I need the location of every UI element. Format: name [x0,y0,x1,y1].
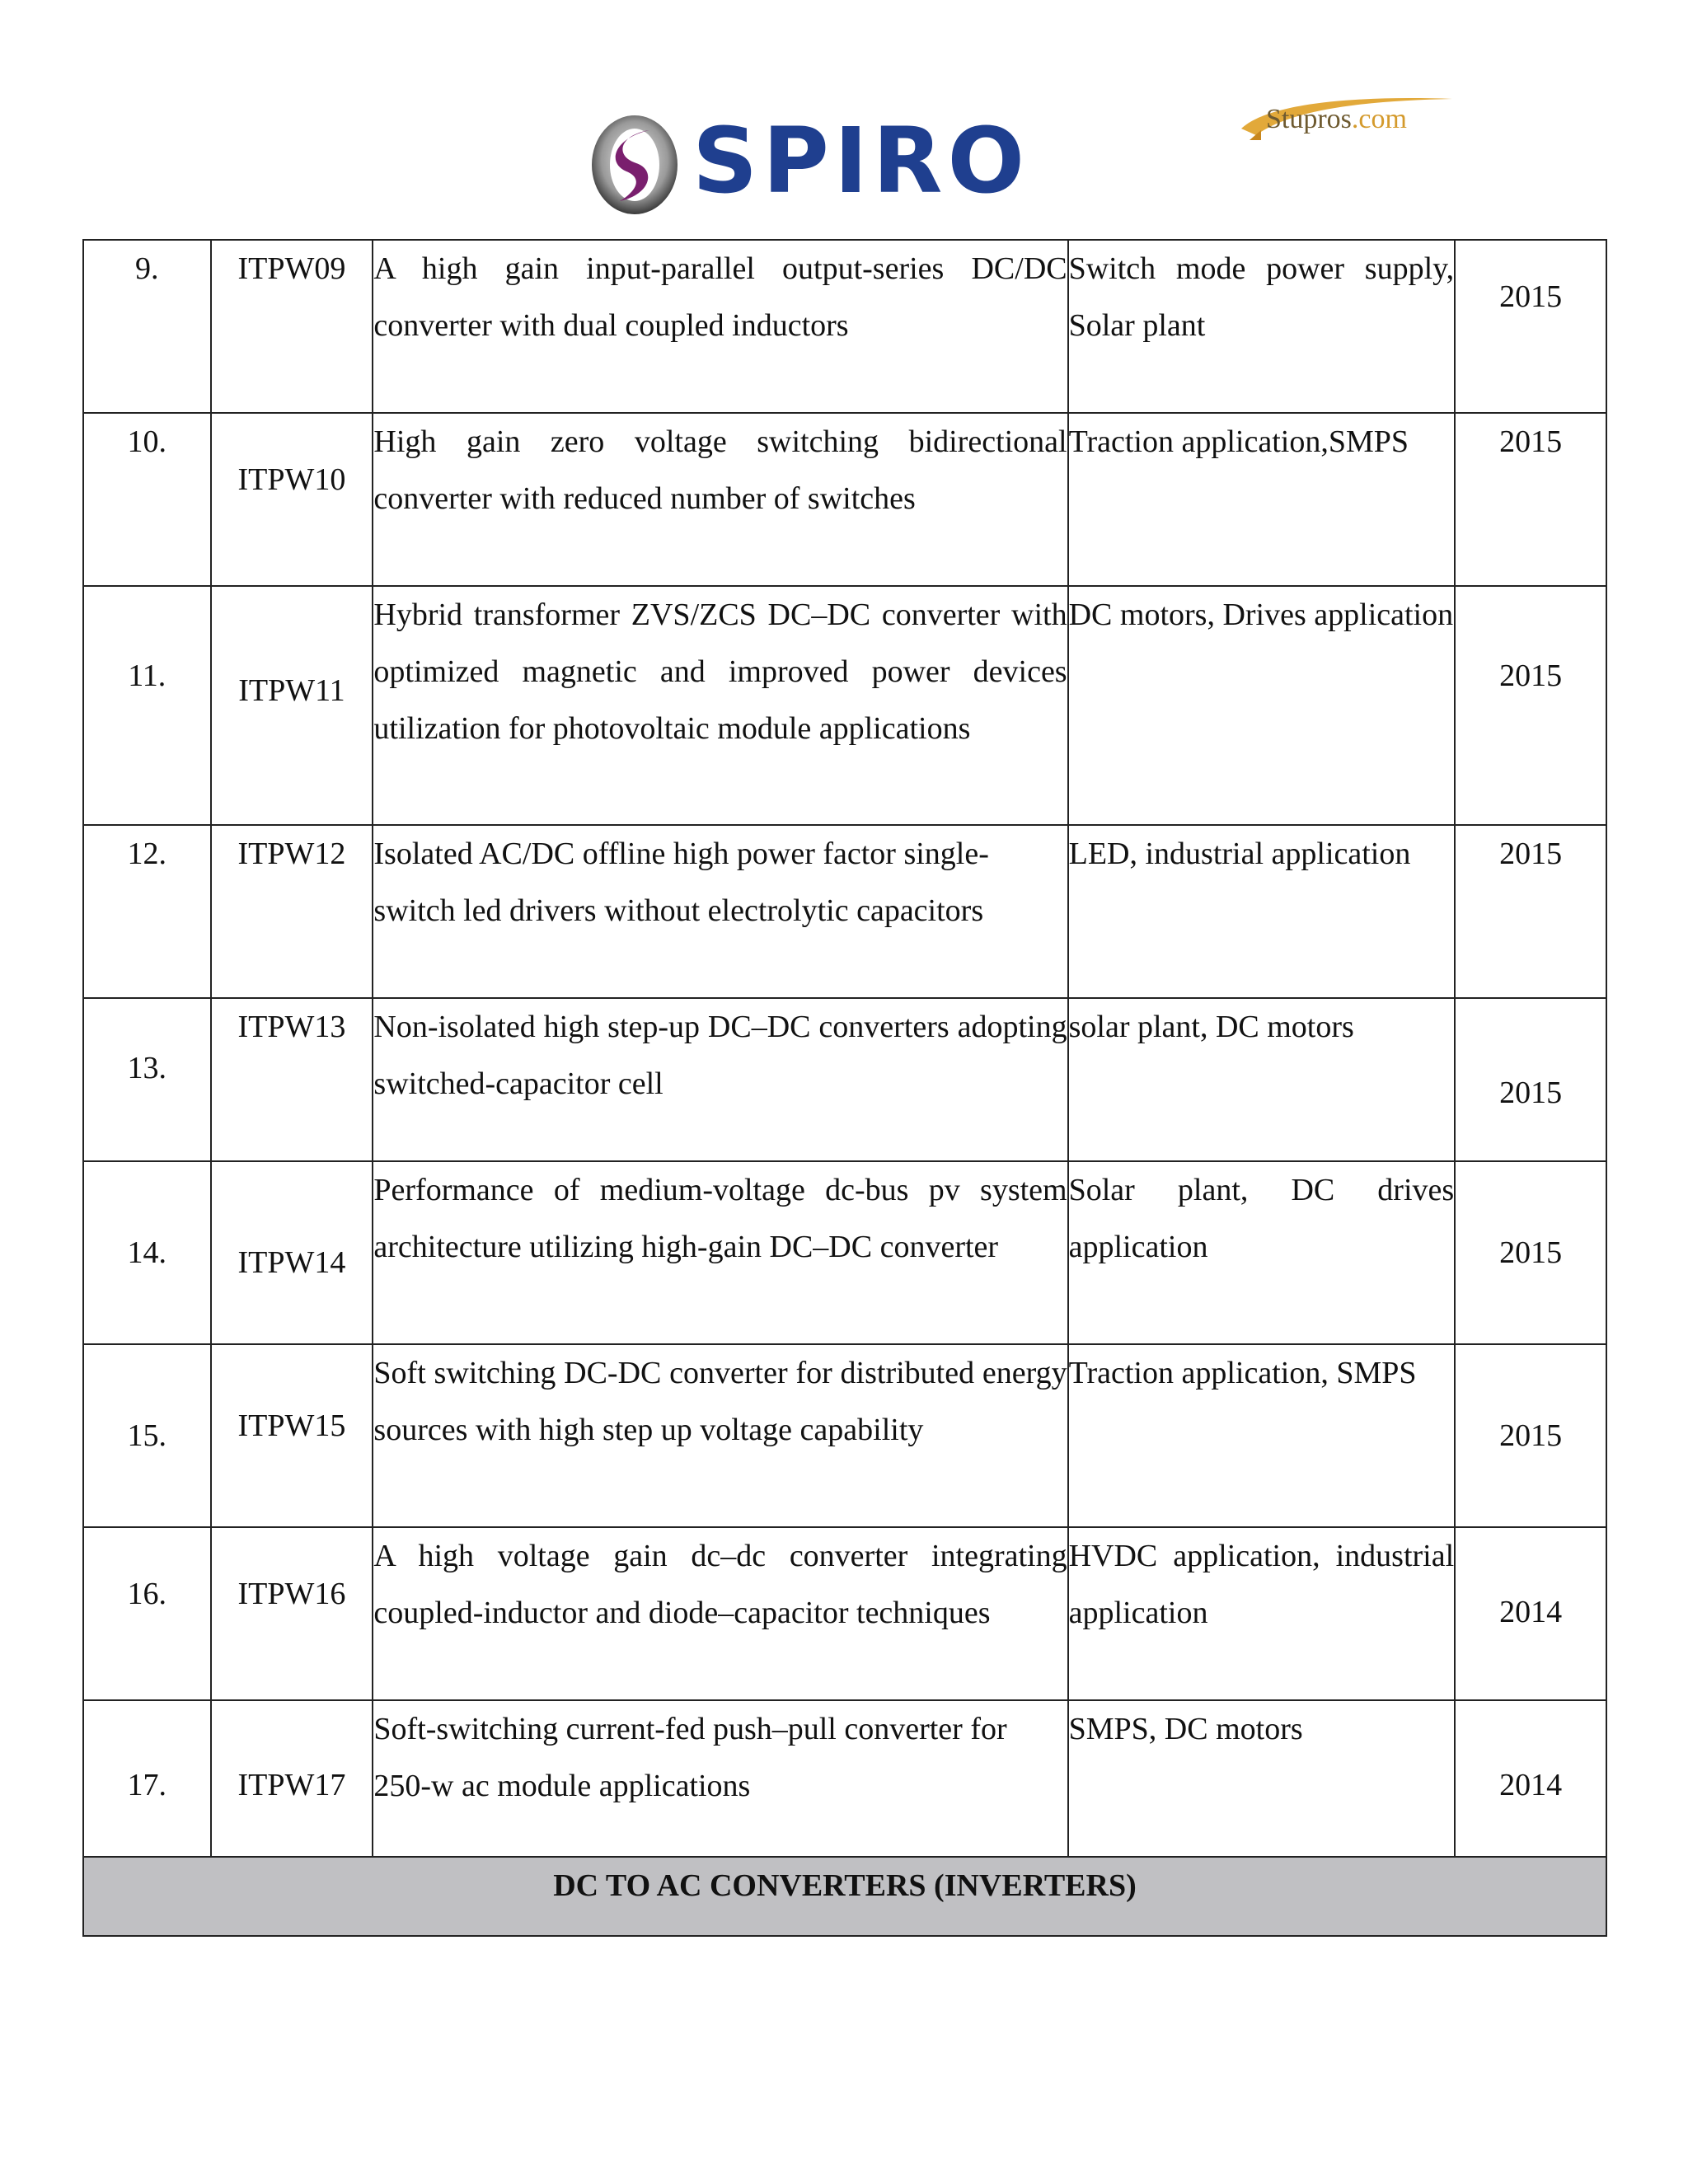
stupros-wordmark [1266,105,1407,134]
project-table [82,239,1607,1937]
project-code: ITPW15 [211,1344,373,1527]
project-code: ITPW12 [211,825,373,998]
table-row [83,1527,1606,1700]
project-application: Switch mode power supply, Solar plant [1068,240,1456,413]
table-row [83,586,1606,825]
project-code: ITPW09 [211,240,373,413]
project-title: Soft-switching current-fed push–pull converter for 250-w ac module applications [373,1700,1067,1857]
project-year: 2015 [1455,1161,1606,1344]
table-row [83,1161,1606,1344]
spiro-swirl-icon [577,105,692,221]
stupros-domain: .com [1351,104,1407,134]
section-heading: DC TO AC CONVERTERS (INVERTERS) [83,1857,1606,1936]
project-application: Traction application, SMPS [1068,1344,1456,1527]
project-title: Performance of medium-voltage dc-bus pv system architecture utilizing high-gain DC–DC converter [373,1161,1067,1344]
serial-number: 14. [83,1161,211,1344]
project-year: 2014 [1455,1527,1606,1700]
project-code: ITPW17 [211,1700,373,1857]
table-row [83,413,1606,586]
serial-number: 10. [83,413,211,586]
table-row [83,825,1606,998]
project-title: Isolated AC/DC offline high power factor single-switch led drivers without electrolytic capacitors [373,825,1067,998]
project-code: ITPW10 [211,413,373,586]
project-title: A high gain input-parallel output-series DC/DC converter with dual coupled inductors [373,240,1067,413]
serial-number: 17. [83,1700,211,1857]
project-application: solar plant, DC motors [1068,998,1456,1161]
project-application: DC motors, Drives application [1068,586,1456,825]
stupros-logo [1236,92,1459,158]
project-year: 2015 [1455,586,1606,825]
stupros-name: Stupros [1266,104,1352,134]
project-title: A high voltage gain dc–dc converter integrating coupled-inductor and diode–capacitor techniques [373,1527,1067,1700]
project-year: 2015 [1455,825,1606,998]
page-header [0,0,1688,239]
project-title: Non-isolated high step-up DC–DC converters adopting switched-capacitor cell [373,998,1067,1161]
spiro-logo [577,97,1029,229]
project-year: 2014 [1455,1700,1606,1857]
project-title: Hybrid transformer ZVS/ZCS DC–DC converter with optimized magnetic and improved power devices utilization for photovoltaic module applications [373,586,1067,825]
project-year: 2015 [1455,1344,1606,1527]
serial-number: 9. [83,240,211,413]
project-code: ITPW11 [211,586,373,825]
project-application: HVDC application, industrial application [1068,1527,1456,1700]
project-code: ITPW16 [211,1527,373,1700]
project-application: Traction application,SMPS [1068,413,1456,586]
spiro-wordmark: SPIRO [692,108,1029,213]
project-code: ITPW13 [211,998,373,1161]
project-year: 2015 [1455,240,1606,413]
project-title: Soft switching DC-DC converter for distributed energy sources with high step up voltage capability [373,1344,1067,1527]
table-row [83,998,1606,1161]
project-title: High gain zero voltage switching bidirectional converter with reduced number of switches [373,413,1067,586]
serial-number: 16. [83,1527,211,1700]
serial-number: 11. [83,586,211,825]
section-row [83,1857,1606,1936]
table-row [83,240,1606,413]
project-code: ITPW14 [211,1161,373,1344]
project-application: LED, industrial application [1068,825,1456,998]
table-row [83,1344,1606,1527]
project-application: SMPS, DC motors [1068,1700,1456,1857]
project-year: 2015 [1455,413,1606,586]
project-year: 2015 [1455,998,1606,1161]
serial-number: 15. [83,1344,211,1527]
serial-number: 13. [83,998,211,1161]
table-row [83,1700,1606,1857]
serial-number: 12. [83,825,211,998]
project-application: Solar plant, DC drives application [1068,1161,1456,1344]
